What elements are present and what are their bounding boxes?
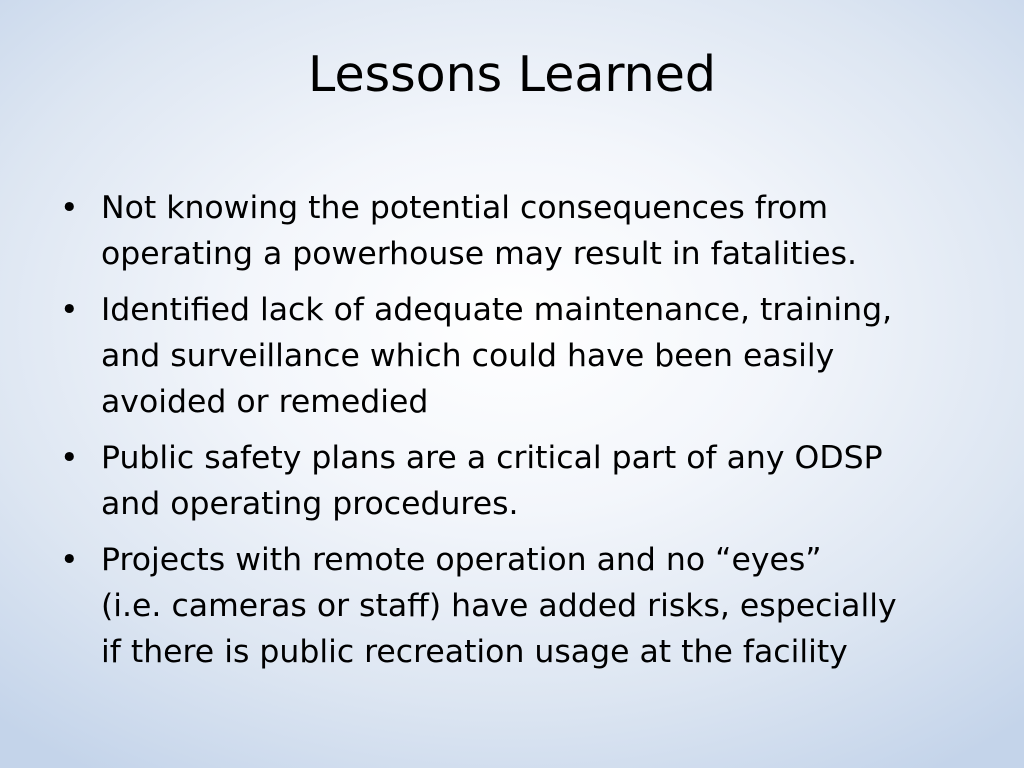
bullet-text-line: Projects with remote operation and no “eyes” — [101, 542, 822, 578]
bullet-icon: • — [60, 190, 79, 226]
bullet-list — [60, 185, 980, 685]
bullet-text-line: and surveillance which could have been easily — [101, 338, 835, 374]
slide-title: Lessons Learned — [308, 46, 716, 103]
bullet-text-line: Public safety plans are a critical part of any ODSP — [101, 440, 883, 476]
bullet-item — [60, 185, 980, 277]
bullet-text-line: avoided or remedied — [101, 384, 429, 420]
bullet-text-line: if there is public recreation usage at the facility — [101, 634, 848, 670]
bullet-icon: • — [60, 542, 79, 578]
bullet-item — [60, 435, 980, 527]
bullet-item — [60, 287, 980, 425]
bullet-icon: • — [60, 440, 79, 476]
bullet-icon: • — [60, 292, 79, 328]
bullet-text-line: operating a powerhouse may result in fatalities. — [101, 236, 858, 272]
bullet-text-line: (i.e. cameras or staff) have added risks, especially — [101, 588, 897, 624]
bullet-text-line: Identified lack of adequate maintenance, training, — [101, 292, 893, 328]
bullet-text-line: and operating procedures. — [101, 486, 519, 522]
bullet-text-line: Not knowing the potential consequences from — [101, 190, 829, 226]
bullet-item — [60, 537, 980, 675]
